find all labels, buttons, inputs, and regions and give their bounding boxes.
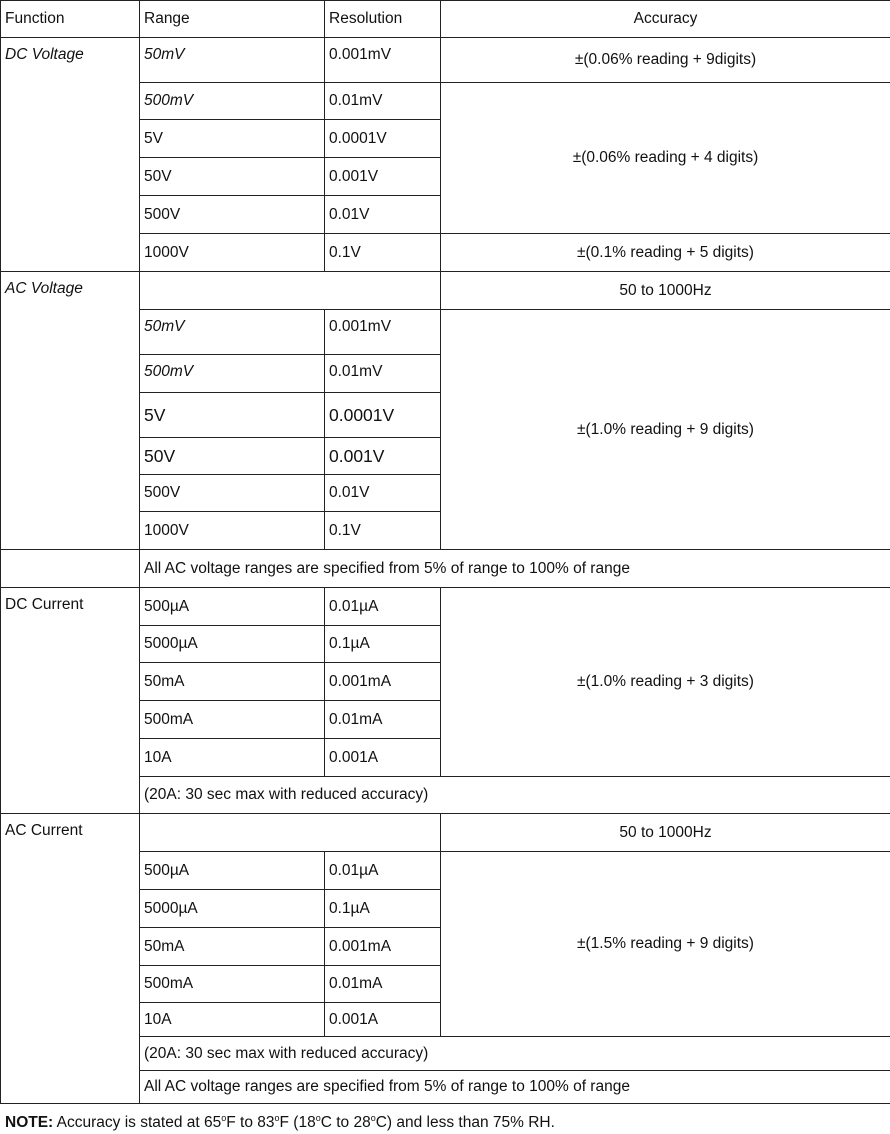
resolution-cell: 0.001V (325, 158, 441, 196)
range-cell: 50V (140, 158, 325, 196)
header-function: Function (1, 1, 140, 38)
degree-mark: o (370, 1113, 376, 1123)
function-ac-voltage: AC Voltage (1, 272, 140, 550)
accuracy-cell: ±(1.0% reading + 3 digits) (441, 588, 890, 777)
accuracy-cell: ±(1.0% reading + 9 digits) (441, 310, 890, 550)
resolution-cell: 0.01mV (325, 355, 441, 393)
current-note: (20A: 30 sec max with reduced accuracy) (140, 1037, 890, 1071)
accuracy-cell: ±(1.5% reading + 9 digits) (441, 852, 890, 1037)
range-cell: 5V (140, 393, 325, 438)
range-cell: 50V (140, 438, 325, 475)
range-cell: 500mV (140, 355, 325, 393)
range-cell: 1000V (140, 234, 325, 272)
frequency-cell: 50 to 1000Hz (441, 814, 890, 852)
frequency-cell: 50 to 1000Hz (441, 272, 890, 310)
function-dc-current: DC Current (1, 588, 140, 814)
degree-mark: o (315, 1113, 321, 1123)
accuracy-cell: ±(0.1% reading + 5 digits) (441, 234, 890, 272)
range-cell: 50mV (140, 310, 325, 355)
range-cell: 500µA (140, 588, 325, 626)
resolution-cell: 0.1µA (325, 890, 441, 928)
empty-cell (140, 272, 441, 310)
table-row (1, 272, 890, 310)
accuracy-cell: ±(0.06% reading + 4 digits) (441, 83, 890, 234)
resolution-cell: 0.001V (325, 438, 441, 475)
range-cell: 500mV (140, 83, 325, 120)
resolution-cell: 0.01V (325, 475, 441, 512)
range-cell: 50mV (140, 38, 325, 83)
range-cell: 5000µA (140, 890, 325, 928)
current-note: (20A: 30 sec max with reduced accuracy) (140, 777, 890, 814)
range-cell: 500mA (140, 701, 325, 739)
resolution-cell: 0.001A (325, 1003, 441, 1037)
note-text: C to 28 (320, 1114, 371, 1131)
note-label: NOTE: (5, 1114, 54, 1131)
resolution-cell: 0.0001V (325, 120, 441, 158)
range-cell: 10A (140, 739, 325, 777)
header-resolution: Resolution (325, 1, 441, 38)
note-text: Accuracy is stated at 65 (53, 1114, 222, 1131)
table-row (1, 588, 890, 626)
range-cell: 5000µA (140, 626, 325, 663)
resolution-cell: 0.01mV (325, 83, 441, 120)
range-cell: 50mA (140, 928, 325, 966)
resolution-cell: 0.001mA (325, 928, 441, 966)
resolution-cell: 0.01mA (325, 966, 441, 1003)
resolution-cell: 0.01µA (325, 852, 441, 890)
degree-mark: o (274, 1113, 280, 1123)
range-cell: 500V (140, 475, 325, 512)
resolution-cell: 0.001mA (325, 663, 441, 701)
accuracy-cell: ±(0.06% reading + 9digits) (441, 38, 890, 83)
note-text: F to 83 (226, 1114, 275, 1131)
range-note: All AC voltage ranges are specified from 5% of range to 100% of range (140, 550, 890, 588)
note-text: F (18 (279, 1114, 316, 1131)
range-cell: 500mA (140, 966, 325, 1003)
empty-cell (1, 550, 140, 588)
range-cell: 500V (140, 196, 325, 234)
range-cell: 5V (140, 120, 325, 158)
resolution-cell: 0.001mV (325, 38, 441, 83)
resolution-cell: 0.01mA (325, 701, 441, 739)
function-ac-current: AC Current (1, 814, 140, 1104)
resolution-cell: 0.001A (325, 739, 441, 777)
resolution-cell: 0.01µA (325, 588, 441, 626)
header-range: Range (140, 1, 325, 38)
table-row (1, 814, 890, 852)
function-dc-voltage: DC Voltage (1, 38, 140, 272)
resolution-cell: 0.1µA (325, 626, 441, 663)
resolution-cell: 0.001mV (325, 310, 441, 355)
header-accuracy: Accuracy (441, 1, 890, 38)
range-note: All AC voltage ranges are specified from 5% of range to 100% of range (140, 1071, 890, 1104)
table-row (1, 38, 890, 83)
resolution-cell: 0.1V (325, 512, 441, 550)
range-cell: 500µA (140, 852, 325, 890)
degree-mark: o (221, 1113, 227, 1123)
table-header-row (1, 1, 890, 38)
resolution-cell: 0.1V (325, 234, 441, 272)
empty-cell (140, 814, 441, 852)
resolution-cell: 0.0001V (325, 393, 441, 438)
range-cell: 1000V (140, 512, 325, 550)
note-text: C) and less than 75% RH. (375, 1114, 555, 1131)
footnote (5, 1114, 555, 1132)
range-cell: 10A (140, 1003, 325, 1037)
range-cell: 50mA (140, 663, 325, 701)
table-row (1, 550, 890, 588)
resolution-cell: 0.01V (325, 196, 441, 234)
